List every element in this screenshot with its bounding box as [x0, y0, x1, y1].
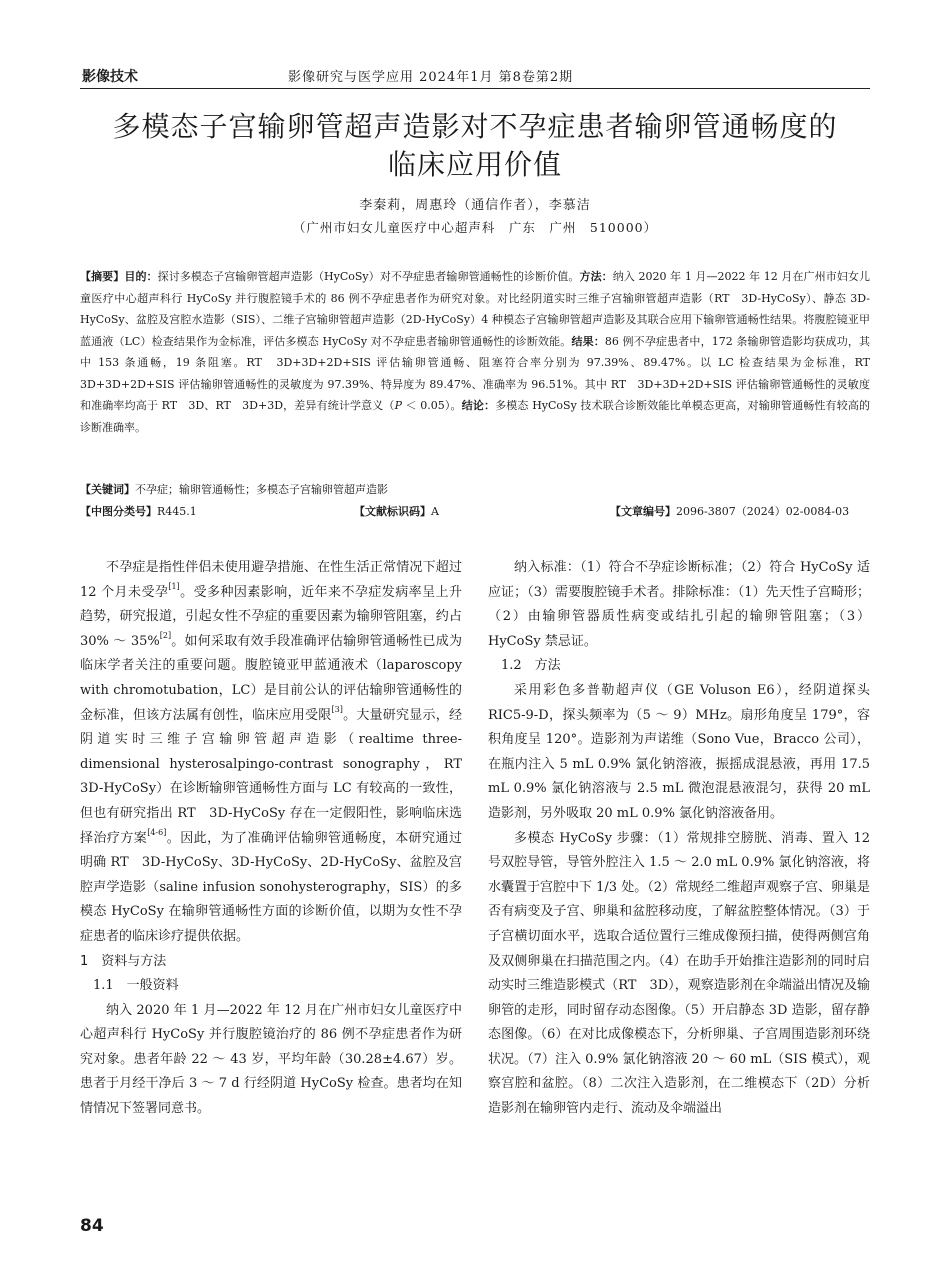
subsection-heading-1-1: 1.1 一般资料 [93, 978, 179, 994]
steps-paragraph: 多模态 HyCoSy 步骤：（1）常规排空膀胱、消毒、置入 12 号双腔导管，导管外腔注入 1.5 ～ 2.0 mL 0.9% 氯化钠溶液，将水囊置于宫腔中下 1/3 处。（2）常规经二维超声观察子宫、卵巢是否有病变及子宫、卵巢和盆腔移动度，了解盆腔整体情况。（3）于子宫横切面水平，选取合适位置行三维成像预扫描，使得两侧宫角及双侧卵巢在扫描范围之内。（4）在助手开始推注造影剂的同时启动实时三维造影模式（RT 3D），观察造影剂在伞端溢出情况及输卵管的走形，同时留存动态图像。（5）开启静态 3D 造影，留存静态图像。（6）在对比成像模态下，分析卵巢、子宫周围造影剂环绕状况。（7）注入 0.9% 氯化钠溶液 20 ～ 60 mL（SIS 模式），观察宫腔和盆腔。（8）二次注入造影剂，在二维模态下（2D）分析造影剂在输卵管内走行、流动及伞端溢出 [488, 830, 870, 1117]
p-symbol: P [394, 399, 402, 412]
clc-label: 【中图分类号】 [80, 505, 157, 518]
authors: 李秦莉，周惠玲（通信作者），李慕洁 [359, 198, 591, 213]
affiliation: （广州市妇女儿童医疗中心超声科 广东 广州 510000） [292, 220, 658, 235]
right-column [488, 556, 870, 1122]
results-label: 结果： [571, 334, 605, 348]
keywords [80, 480, 870, 500]
article-label: 【文章编号】 [610, 505, 676, 518]
method-paragraph: 采用彩色多普勒超声仪（GE Voluson E6），经阴道探头 RIC5-9-D，探头频率为（5 ～ 9）MHz。扇形角度呈 179°，容积角度呈 120°。造影剂为声诺维（Sono Vue，Bracco 公司），在瓶内注入 5 mL 0.9% 氯化钠溶液，振摇成混悬液，再用 17.5 mL 0.9% 氯化钠溶液与 2.5 mL 微泡混悬液混匀，获得 20 mL 造影剂，另外吸取 20 mL 0.9% 氯化钠溶液备用。 [488, 682, 870, 821]
citation-1: [1] [168, 581, 180, 591]
intro-text-d: 。大量研究显示，经阴道实时三维子宫输卵管超声造影（realtime three-dimensional hysterosalpingo-contrast sonography，RT 3D-HyCoSy）在诊断输卵管通畅性方面与 LC 有较高的一致性，但也有研究指出 RT 3D-HyCoSy 存在一定假阳性，影响临床选择治疗方案 [80, 707, 476, 846]
left-column [80, 556, 476, 1122]
title-line-1: 多模态子宫输卵管超声造影对不孕症患者输卵管通畅度的 [112, 110, 838, 143]
citation-4: [4-6] [147, 827, 167, 837]
intro-text-a: 不孕症是指性伴侣未使用避孕措施、在性生活正常情况下超过 12 个月未受孕 [80, 560, 462, 600]
intro-text-e: 。因此，为了准确评估输卵管通畅度，本研究通过明确 RT 3D-HyCoSy、3D-HyCoSy、2D-HyCoSy、盆腔及宫腔声学造影（saline infusion sonohysterography，SIS）的多模态 HyCoSy 在输卵管通畅性方面的诊断价值，以期为女性不孕症患者的临床诊疗提供依据。 [80, 830, 462, 944]
citation-2: [2] [159, 630, 172, 640]
article-title [80, 108, 870, 184]
journal-header: 影像研究与医学应用 2024年1月 第8卷第2期 [288, 70, 574, 85]
abstract-label: 【摘要】 [80, 270, 125, 283]
objective-label: 目的： [124, 270, 158, 283]
keywords-text: 不孕症；输卵管通畅性；多模态子宫输卵管超声造影 [135, 483, 388, 496]
clc-number [80, 502, 197, 522]
doc-label: 【文献标识码】 [354, 505, 431, 518]
intro-text-b: 。受多种因素影响，近年来不孕症发病率呈上升趋势，研究报道，引起女性不孕症的重要因素为输卵管阻塞，约占 30% ～ 35% [80, 584, 462, 649]
conclusion-text: 多模态 HyCoSy 技术联合诊断效能比单模态更高，对输卵管通畅性有较高的诊断准确率。 [80, 399, 870, 434]
page-number: 84 [80, 1216, 104, 1236]
subsection-heading-1-2: 1.2 方法 [501, 658, 561, 674]
intro-paragraph [80, 556, 476, 950]
abstract [80, 266, 881, 438]
section-label: 影像技术 [82, 69, 138, 85]
objective-text: 探讨多模态子宫输卵管超声造影（HyCoSy）对不孕症患者输卵管通畅性的诊断价值。 [157, 270, 580, 283]
methods-text: 纳入 2020 年 1 月—2022 年 12 月在广州市妇女儿童医疗中心超声科行 HyCoSy 并行腹腔镜手术的 86 例不孕症患者作为研究对象。对比经阴道实时三维子宫输卵管超声造影（RT 3D-HyCoSy）、静态 3D-HyCoSy、盆腔及宫腔水造影（SIS）、二维子宫输卵管超声造影（2D-HyCoSy）4 种模态子宫输卵管超声造影及其联合应用下输卵管通畅性结果。将腹腔镜亚甲蓝通液（LC）检查结果作为金标准，评估多模态 HyCoSy 对不孕症患者输卵管通畅性的诊断效能。 [80, 270, 871, 348]
methods-label: 方法： [579, 270, 613, 283]
title-line-2: 临床应用价值 [387, 148, 562, 181]
general-data-paragraph: 纳入 2020 年 1 月—2022 年 12 月在广州市妇女儿童医疗中心超声科行 HyCoSy 并行腹腔镜治疗的 86 例不孕症患者作为研究对象。患者年龄 22 ～ 43 岁，平均年龄（30.28±4.67）岁。患者于月经干净后 3 ～ 7 d 行经阴道 HyCoSy 检查。患者均在知情情况下签署同意书。 [80, 1002, 462, 1117]
section-heading-1: 1 资料与方法 [80, 953, 167, 969]
citation-3: [3] [331, 704, 343, 714]
doc-code [354, 502, 439, 522]
results-text: 86 例不孕症患者中，172 条输卵管造影均获成功，其中 153 条通畅，19 条阻塞。RT 3D+3D+2D+SIS 评估输卵管通畅、阻塞符合率分别为 97.39%、89.47%。以 LC 检查结果为金标准，RT 3D+3D+2D+SIS 评估输卵管通畅性的灵敏度为 97.39%、特异度为 89.47%、准确率为 96.51%。其中 RT 3D+3D+2D+SIS 评估输卵管通畅性的灵敏度和准确率均高于 RT 3D、RT 3D+3D，差异有统计学意义（ [80, 334, 881, 412]
keywords-label: 【关键词】 [80, 483, 135, 496]
header-divider [80, 88, 870, 89]
clc-value: R445.1 [157, 505, 197, 518]
results-tail: ＜ 0.05）。 [401, 399, 462, 412]
intro-text-c: 。如何采取有效手段准确评估输卵管通畅性已成为临床学者关注的重要问题。腹腔镜亚甲蓝通液术（laparoscopy with chromotubation，LC）是目前公认的评估输卵管通畅性的金标准，但该方法属有创性，临床应用受限 [80, 633, 462, 723]
conclusion-label: 结论： [461, 399, 496, 412]
doc-value: A [431, 505, 439, 518]
article-value: 2096-3807（2024）02-0084-03 [676, 505, 850, 518]
article-number [610, 502, 849, 522]
criteria-paragraph: 纳入标准：（1）符合不孕症诊断标准；（2）符合 HyCoSy 适应证；（3）需要腹腔镜手术者。排除标准：（1）先天性子宫畸形；（2）由输卵管器质性病变或结扎引起的输卵管阻塞；（3）HyCoSy 禁忌证。 [488, 560, 870, 649]
